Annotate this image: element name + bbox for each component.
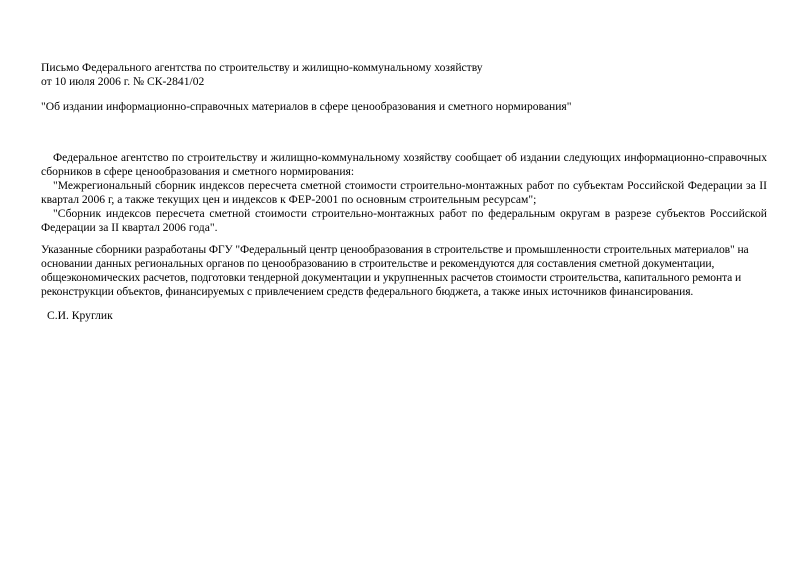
- letter-body: [41, 151, 767, 235]
- summary-line: общеэкономических расчетов, подготовки тендерной документации и укрупненных расчетов стоимости строительства, капитального ремонта и: [41, 271, 742, 284]
- letter-date-number: от 10 июля 2006 г. № СК-2841/02: [41, 75, 205, 88]
- summary-line: Указанные сборники разработаны ФГУ "Федеральный центр ценообразования в строительстве и промышленности строительных материалов" на: [41, 243, 749, 256]
- letter-title: "Об издании информационно-справочных материалов в сфере ценообразования и сметного нормирования": [41, 100, 572, 113]
- summary-line: основании данных региональных органов по ценообразованию в строительстве и рекомендуются для составления сметной документации,: [41, 257, 715, 270]
- summary-line: реконструкции объектов, финансируемых с привлечением средств федерального бюджета, а также иных источников финансирования.: [41, 285, 694, 298]
- letter-issuer: Письмо Федерального агентства по строительству и жилищно-коммунальному хозяйству: [41, 61, 483, 74]
- summary-paragraph: [41, 243, 767, 299]
- body-list-item-2: "Сборник индексов пересчета сметной стоимости строительно-монтажных работ по федеральным округам в разрезе субъектов Российской Федерации за II квартал 2006 года".: [41, 207, 767, 234]
- body-list-item-1: "Межрегиональный сборник индексов пересчета сметной стоимости строительно-монтажных работ по субъектам Российской Федерации за II квартал 2006 г, а также текущих цен и индексов к ФЕР-2001 по основным строительным ресурсам";: [41, 179, 767, 206]
- body-intro-paragraph: Федеральное агентство по строительству и жилищно-коммунальному хозяйству сообщает об издании следующих информационно-справочных сборников в сфере ценообразования и сметного нормирования:: [41, 151, 767, 178]
- letter-header: [41, 61, 767, 89]
- signature: С.И. Круглик: [47, 309, 113, 322]
